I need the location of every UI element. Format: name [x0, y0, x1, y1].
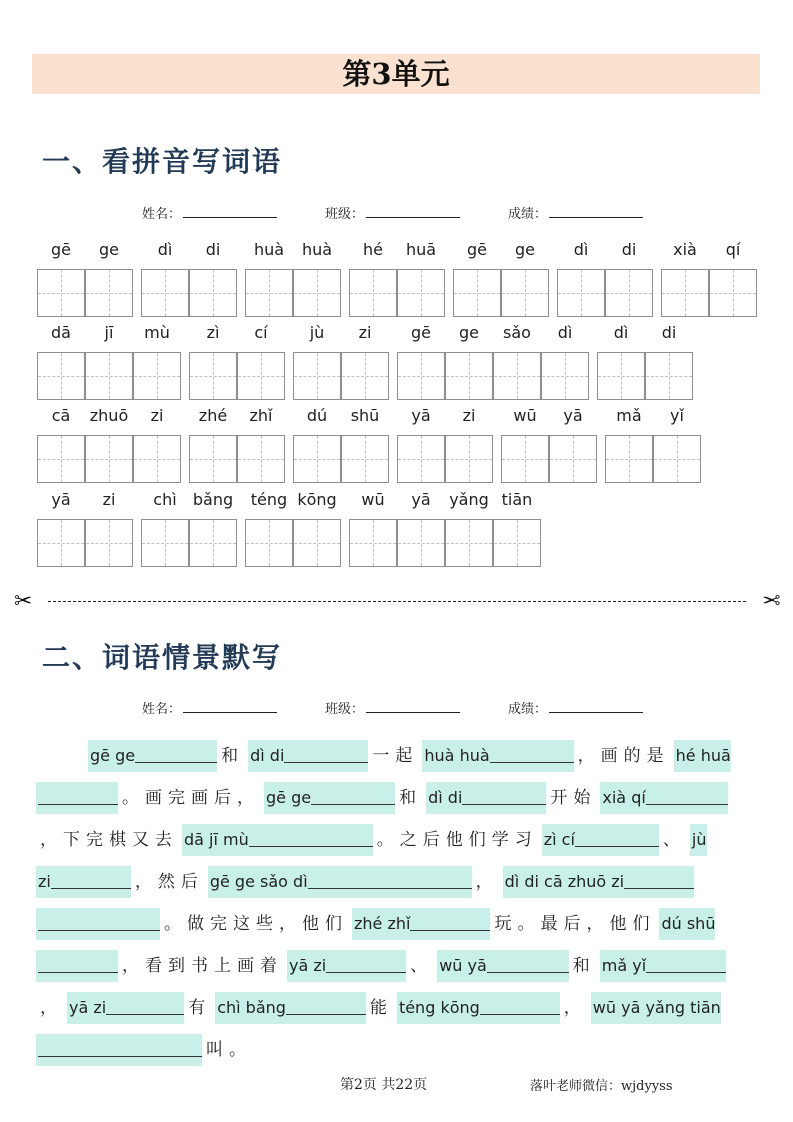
passage-text: 叫。 [206, 1040, 252, 1060]
blank-answer[interactable]: gē ge [88, 740, 217, 772]
writing-cell[interactable] [341, 435, 389, 483]
passage-text: ，下完棋又去 [40, 830, 178, 850]
pinyin-label: huā [405, 240, 437, 259]
writing-cell[interactable] [293, 352, 341, 400]
writing-cell[interactable] [85, 269, 133, 317]
pinyin-label: dì [557, 323, 573, 342]
passage-line-6 [36, 950, 726, 982]
cut-line [14, 590, 780, 614]
writing-cell[interactable] [189, 269, 237, 317]
pinyin-label: yā [563, 406, 583, 425]
writing-cell[interactable] [445, 519, 493, 567]
blank-answer[interactable]: zì cí [542, 824, 659, 856]
pinyin-label: bǎng [192, 490, 234, 509]
writing-cell[interactable] [133, 352, 181, 400]
student-info-row-2 [0, 698, 793, 718]
pinyin-label: wū [513, 406, 537, 425]
name-label: 姓名： [142, 702, 182, 717]
passage-text: 、 [410, 956, 434, 976]
pinyin-label: yā [411, 490, 431, 509]
pinyin-label: zhé [198, 406, 228, 425]
class-blank[interactable] [366, 700, 460, 713]
pinyin-label: ge [515, 240, 535, 259]
writing-cell[interactable] [349, 269, 397, 317]
blank-answer[interactable]: mǎ yǐ [600, 950, 726, 982]
passage-text: 玩。最后，他们 [494, 914, 656, 934]
pinyin-label: qí [725, 240, 741, 259]
pinyin-label: xià [673, 240, 697, 259]
passage-line-1 [88, 740, 731, 772]
passage-text: 一起 [372, 746, 419, 766]
writing-cell[interactable] [293, 519, 341, 567]
writing-cell[interactable] [189, 435, 237, 483]
writing-cell[interactable] [245, 519, 293, 567]
blank-answer[interactable]: gē ge sǎo dì [208, 866, 472, 898]
blank-answer[interactable]: zi [36, 866, 131, 898]
writing-cell[interactable] [445, 435, 493, 483]
writing-cell[interactable] [549, 435, 597, 483]
writing-cell[interactable] [85, 435, 133, 483]
passage-text: 和 [399, 788, 423, 808]
pinyin-label: zhǐ [249, 406, 273, 425]
pinyin-label: yā [411, 406, 431, 425]
pinyin-label: zì [206, 323, 220, 342]
class-blank[interactable] [366, 205, 460, 218]
writing-cell[interactable] [445, 352, 493, 400]
passage-text: 和 [572, 956, 596, 976]
writing-cell[interactable] [245, 269, 293, 317]
blank-answer[interactable]: dì di cā zhuō zi [503, 866, 694, 898]
pinyin-label: dì [157, 240, 173, 259]
class-field-2[interactable] [325, 698, 460, 717]
pinyin-label: wū [361, 490, 385, 509]
writing-cell[interactable] [493, 519, 541, 567]
pinyin-label: ge [99, 240, 119, 259]
pinyin-label: zi [358, 323, 372, 342]
section2-heading: 二、词语情景默写 [42, 641, 283, 674]
pinyin-label: di [661, 323, 677, 342]
writing-cell[interactable] [605, 435, 653, 483]
pinyin-label: huà [253, 240, 285, 259]
blank-answer[interactable] [36, 1034, 202, 1066]
blank-answer[interactable]: dú shū [659, 908, 715, 940]
pinyin-label: tiān [501, 490, 533, 509]
passage-text: ，然后 [134, 872, 204, 892]
pinyin-label: yā [51, 490, 71, 509]
pinyin-label: téng [250, 490, 288, 509]
writing-cell[interactable] [141, 269, 189, 317]
blank-answer[interactable]: wū yā [437, 950, 569, 982]
passage-line-5 [36, 908, 715, 940]
class-label: 班级： [325, 207, 365, 222]
blank-answer[interactable]: chì bǎng [215, 992, 366, 1024]
section1-heading: 一、看拼音写词语 [42, 145, 283, 178]
passage-line-3 [36, 824, 707, 856]
pinyin-label: dì [573, 240, 589, 259]
writing-cell[interactable] [661, 269, 709, 317]
passage-text: 开始 [550, 788, 597, 808]
name-field-2[interactable] [142, 698, 277, 717]
pinyin-label: jù [309, 323, 325, 342]
pinyin-label: gē [467, 240, 487, 259]
passage-text: 有 [188, 998, 212, 1018]
score-label: 成绩： [508, 207, 548, 222]
blank-answer[interactable]: téng kōng [397, 992, 560, 1024]
writing-cell[interactable] [397, 435, 445, 483]
passage-line-7 [36, 992, 721, 1024]
writing-cell[interactable] [37, 352, 85, 400]
passage-text: 能 [369, 998, 393, 1018]
blank-answer[interactable]: jù [690, 824, 707, 856]
score-field[interactable] [508, 203, 643, 222]
writing-cell[interactable] [653, 435, 701, 483]
writing-cell[interactable] [341, 352, 389, 400]
writing-cell[interactable] [37, 519, 85, 567]
writing-cell[interactable] [493, 352, 541, 400]
writing-cell[interactable] [453, 269, 501, 317]
blank-answer[interactable]: gē ge [264, 782, 395, 814]
blank-answer[interactable]: zhé zhǐ [352, 908, 490, 940]
writing-cell[interactable] [501, 435, 549, 483]
pinyin-label: gē [51, 240, 71, 259]
blank-answer[interactable] [36, 782, 118, 814]
blank-answer[interactable] [36, 908, 160, 940]
blank-answer[interactable]: dì di [248, 740, 368, 772]
writing-cell[interactable] [557, 269, 605, 317]
blank-answer[interactable]: yā zi [287, 950, 406, 982]
writing-cell[interactable] [237, 352, 285, 400]
blank-answer[interactable]: yā zi [67, 992, 184, 1024]
passage-text: 、 [662, 830, 686, 850]
passage-text: 和 [221, 746, 245, 766]
name-blank[interactable] [183, 205, 277, 218]
score-label: 成绩： [508, 702, 548, 717]
score-blank[interactable] [549, 205, 643, 218]
pinyin-label: chì [153, 490, 177, 509]
passage-text: 。做完这些，他们 [164, 914, 348, 934]
passage-text: 。之后他们学习 [376, 830, 538, 850]
writing-cell[interactable] [133, 435, 181, 483]
blank-answer[interactable]: wū yā yǎng tiān [591, 992, 721, 1024]
blank-answer[interactable]: dì di [426, 782, 546, 814]
score-blank[interactable] [549, 700, 643, 713]
blank-answer[interactable]: hé huā [674, 740, 731, 772]
writing-cell[interactable] [37, 435, 85, 483]
writing-cell[interactable] [349, 519, 397, 567]
pinyin-label: di [205, 240, 221, 259]
pinyin-label: cā [51, 406, 71, 425]
writing-cell[interactable] [709, 269, 757, 317]
pinyin-label: dì [613, 323, 629, 342]
pinyin-label: zi [102, 490, 116, 509]
name-blank[interactable] [183, 700, 277, 713]
writing-cell[interactable] [85, 352, 133, 400]
student-info-row [0, 203, 793, 223]
teacher-credit: 落叶老师微信：wjdyyss [530, 1079, 673, 1094]
pinyin-label: mǎ [616, 406, 642, 425]
passage-text: ， [40, 998, 63, 1018]
writing-cell[interactable] [293, 269, 341, 317]
pinyin-label: zi [150, 406, 164, 425]
dashed-divider [48, 601, 746, 602]
pinyin-label: dā [51, 323, 71, 342]
passage-line-4 [36, 866, 694, 898]
writing-cell[interactable] [293, 435, 341, 483]
pinyin-label: cí [254, 323, 268, 342]
pinyin-label: jī [104, 323, 114, 342]
writing-cell[interactable] [189, 519, 237, 567]
writing-cell[interactable] [189, 352, 237, 400]
pinyin-label: yǐ [670, 406, 684, 425]
pinyin-label: kōng [297, 490, 337, 509]
writing-cell[interactable] [397, 352, 445, 400]
passage-text: ， [563, 998, 587, 1018]
class-field[interactable] [325, 203, 460, 222]
writing-cell[interactable] [501, 269, 549, 317]
passage-text: ，看到书上画着 [122, 956, 283, 976]
page-title: 第3单元 [342, 57, 450, 91]
writing-cell[interactable] [141, 519, 189, 567]
pinyin-label: dú [306, 406, 328, 425]
pinyin-label: ge [459, 323, 479, 342]
pinyin-label: huà [301, 240, 333, 259]
pinyin-label: yǎng [449, 490, 489, 509]
class-label: 班级： [325, 702, 365, 717]
blank-answer[interactable]: xià qí [600, 782, 727, 814]
scissors-right-icon: ✂ [761, 589, 780, 614]
name-field[interactable] [142, 203, 277, 222]
score-field-2[interactable] [508, 698, 643, 717]
blank-answer[interactable]: dā jī mù [182, 824, 373, 856]
title-banner [32, 54, 760, 94]
blank-answer[interactable] [36, 950, 118, 982]
writing-cell[interactable] [541, 352, 589, 400]
writing-cell[interactable] [397, 519, 445, 567]
writing-cell[interactable] [645, 352, 693, 400]
scissors-left-icon: ✂ [14, 589, 33, 614]
passage-text: ， [475, 872, 499, 892]
name-label: 姓名： [142, 207, 182, 222]
writing-cell[interactable] [37, 269, 85, 317]
passage-text: ，画的是 [577, 746, 670, 766]
pinyin-label: mù [144, 323, 170, 342]
pinyin-label: gē [411, 323, 431, 342]
passage-text: 。画完画后， [122, 788, 260, 808]
pinyin-label: sǎo [503, 323, 531, 342]
pinyin-label: hé [363, 240, 383, 259]
writing-cell[interactable] [85, 519, 133, 567]
writing-cell[interactable] [237, 435, 285, 483]
writing-cell[interactable] [397, 269, 445, 317]
pinyin-label: di [621, 240, 637, 259]
page-number: 第2页 共22页 [340, 1077, 428, 1093]
pinyin-label: zhuō [89, 406, 129, 425]
pinyin-label: shū [350, 406, 380, 425]
writing-cell[interactable] [597, 352, 645, 400]
pinyin-label: zi [462, 406, 476, 425]
passage-line-2 [36, 782, 728, 814]
writing-cell[interactable] [605, 269, 653, 317]
passage-line-8 [36, 1034, 256, 1066]
blank-answer[interactable]: huà huà [422, 740, 573, 772]
